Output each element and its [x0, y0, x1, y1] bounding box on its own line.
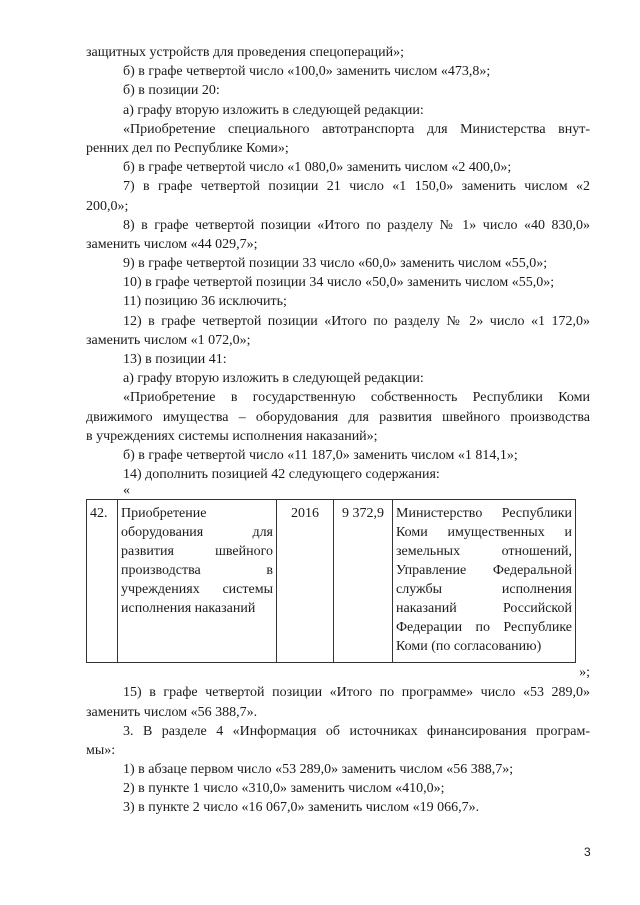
paragraph-line: в учреждениях системы исполнения наказаний»; — [86, 428, 378, 444]
paragraph-line: 14) дополнить позицией 42 следующего содержания: — [123, 467, 440, 483]
paragraph-line: 13) в позиции 41: — [123, 352, 227, 367]
document-body — [86, 43, 590, 818]
opening-quote: « — [123, 483, 130, 499]
paragraph-line: а) графу вторую изложить в следующей редакции: — [123, 102, 424, 118]
paragraph-line: 2) в пункте 1 число «310,0» заменить числом «410,0»; — [123, 781, 445, 797]
paragraph-line: 1) в абзаце первом число «53 289,0» заменить числом «56 388,7»; — [123, 762, 514, 778]
paragraph-line: 11) позицию 36 исключить; — [123, 294, 287, 310]
paragraph-line: 200,0»; — [86, 198, 129, 214]
paragraph-line: ренних дел по Республике Коми»; — [86, 140, 289, 156]
table-row — [87, 500, 576, 663]
paragraph-line: 3. В разделе 4 «Информация об источниках финансирования програм- — [123, 723, 590, 739]
paragraph-line: 12) в графе четвертой позиции «Итого по разделу № 2» число «1 172,0» — [123, 313, 590, 329]
position-table — [86, 499, 576, 663]
position-table-wrap — [86, 499, 590, 663]
paragraph-line: 9) в графе четвертой позиции 33 число «60,0» заменить числом «55,0»; — [123, 256, 548, 272]
cell-amount: 9 372,9 — [334, 500, 393, 663]
paragraph-line: 7) в графе четвертой позиции 21 число «1 150,0» заменить числом «2 — [123, 179, 590, 195]
paragraph-line: 8) в графе четвертой позиции «Итого по разделу № 1» число «40 830,0» — [123, 217, 590, 233]
closing-quote: »; — [579, 665, 590, 681]
paragraph-line: б) в графе четвертой число «100,0» заменить числом «473,8»; — [123, 64, 491, 80]
paragraph-line: защитных устройств для проведения спецопераций»; — [86, 45, 405, 60]
paragraph-line: «Приобретение специального автотранспорта для Министерства внут- — [123, 121, 590, 137]
paragraph-line: мы»: — [86, 742, 116, 758]
paragraph-line: движимого имущества – оборудования для развития швейного производства — [86, 409, 590, 425]
cell-position-name: Приобретение оборудования для развития швейного производства в учреждениях системы исполнения наказаний — [118, 500, 277, 663]
page-number: 3 — [584, 845, 591, 859]
cell-year: 2016 — [277, 500, 334, 663]
paragraph-line: б) в графе четвертой число «11 187,0» заменить числом «1 814,1»; — [123, 447, 518, 463]
paragraph-line: заменить числом «1 072,0»; — [86, 332, 251, 348]
cell-executor: Министерство Республики Коми имущественных и земельных отношений, Управление Федеральной службы исполнения наказаний Российской Федерации по Республике Коми (по согласованию) — [393, 500, 576, 663]
paragraph-line: заменить числом «44 029,7»; — [86, 236, 258, 252]
paragraph-line: «Приобретение в государственную собственность Республики Коми — [123, 390, 590, 406]
paragraph-line: б) в позиции 20: — [123, 83, 220, 99]
cell-position-number: 42. — [87, 500, 118, 663]
paragraph-line: заменить числом «56 388,7». — [86, 704, 258, 720]
paragraph-line: 15) в графе четвертой позиции «Итого по программе» число «53 289,0» — [123, 685, 590, 701]
paragraph-line: 3) в пункте 2 число «16 067,0» заменить числом «19 066,7». — [123, 800, 480, 816]
paragraph-line: б) в графе четвертой число «1 080,0» заменить числом «2 400,0»; — [123, 160, 512, 176]
paragraph-line: 10) в графе четвертой позиции 34 число «50,0» заменить числом «55,0»; — [123, 275, 555, 291]
paragraph-line: а) графу вторую изложить в следующей редакции: — [123, 371, 424, 387]
